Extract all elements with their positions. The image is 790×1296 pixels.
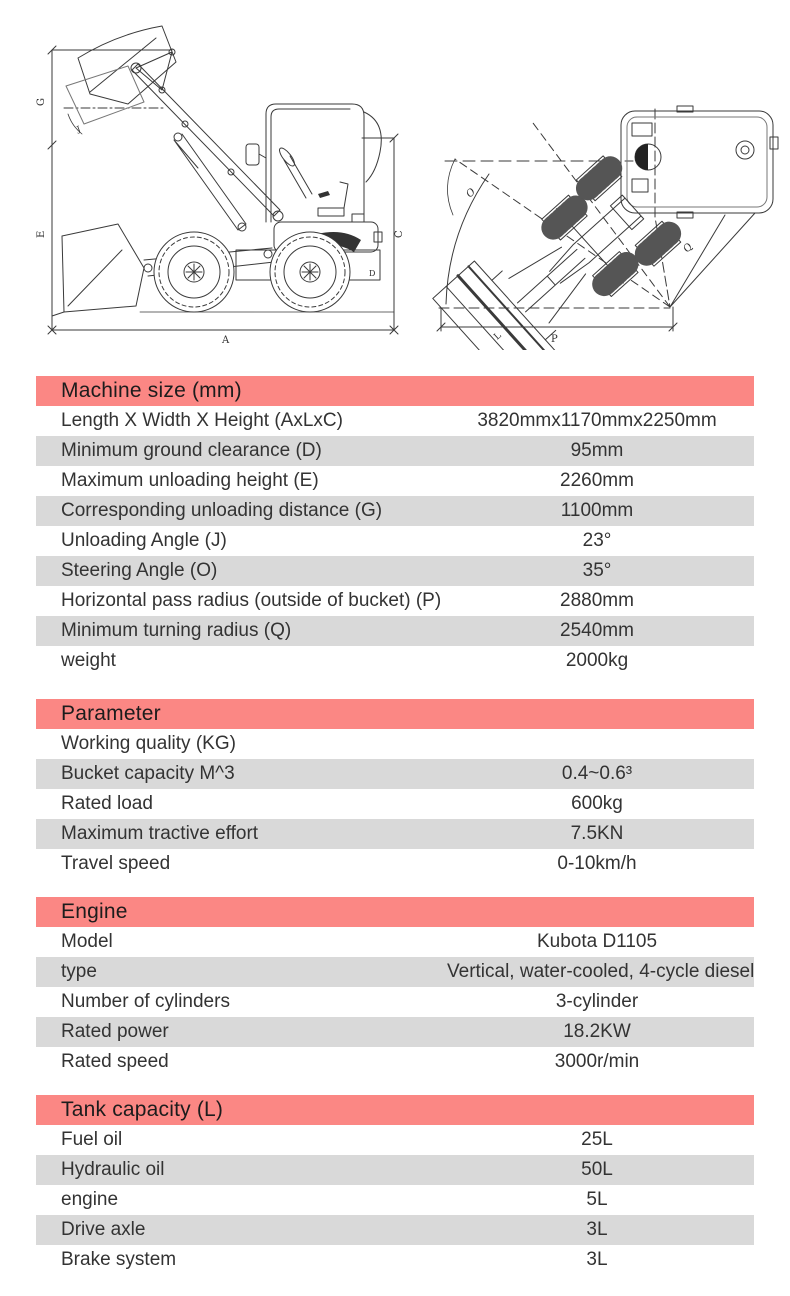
spec-label: Travel speed — [61, 853, 171, 874]
spec-value: 2260mm — [560, 470, 634, 491]
spec-value: 2000kg — [565, 650, 629, 671]
spec-value: 0.4~0.6³ — [561, 763, 633, 784]
spec-label: engine — [61, 1189, 119, 1210]
spec-value: 7.5KN — [570, 823, 624, 844]
spec-value: 3000r/min — [554, 1051, 640, 1072]
section-engine — [36, 897, 754, 1077]
section-title: Tank capacity (L) — [36, 1095, 754, 1125]
spec-label: Number of cylinders — [61, 991, 230, 1012]
dim-label-p: P — [551, 334, 558, 345]
table-row — [36, 1185, 754, 1215]
dim-label-l: L — [492, 330, 504, 343]
spec-label: Corresponding unloading distance (G) — [61, 500, 383, 521]
spec-value: 5L — [586, 1189, 608, 1210]
spec-label: Rated load — [61, 793, 153, 814]
table-row — [36, 987, 754, 1017]
rear-body-top-view — [621, 106, 778, 218]
table-row — [36, 1047, 754, 1077]
dim-label-j: J — [75, 124, 82, 134]
spec-value: 23° — [582, 530, 612, 551]
section-title: Machine size (mm) — [36, 376, 754, 406]
top-view-drawing — [425, 95, 785, 350]
spec-label: Hydraulic oil — [61, 1159, 165, 1180]
spec-value: 0-10km/h — [557, 853, 637, 874]
spec-label: Working quality (KG) — [61, 733, 236, 754]
spec-label: Model — [61, 931, 113, 952]
table-row — [36, 849, 754, 879]
table-row — [36, 927, 754, 957]
spec-label: Fuel oil — [61, 1129, 123, 1150]
turning-radius-lines — [437, 109, 755, 331]
section-machine-size — [36, 376, 754, 676]
table-row — [36, 466, 754, 496]
spec-value: 600kg — [571, 793, 623, 814]
dim-label-c: C — [394, 230, 405, 238]
dim-label-g: G — [36, 98, 47, 106]
spec-label: Maximum tractive effort — [61, 823, 259, 844]
table-row — [36, 819, 754, 849]
spec-label: Maximum unloading height (E) — [61, 470, 319, 491]
table-row — [36, 1215, 754, 1245]
table-row — [36, 586, 754, 616]
spec-label: Minimum turning radius (Q) — [61, 620, 292, 641]
spec-value: 35° — [582, 560, 612, 581]
spec-label: Drive axle — [61, 1219, 146, 1240]
dim-label-o: O — [464, 186, 478, 201]
spec-value: 1100mm — [560, 500, 634, 521]
section-title: Parameter — [36, 699, 754, 729]
spec-value: 95mm — [570, 440, 624, 461]
table-row — [36, 1245, 754, 1275]
spec-label: Brake system — [61, 1249, 177, 1270]
section-title: Engine — [36, 897, 754, 927]
spec-value: 25L — [581, 1129, 613, 1150]
spec-label: Steering Angle (O) — [61, 560, 218, 581]
spec-value: 3L — [586, 1219, 608, 1240]
table-row — [36, 729, 754, 759]
table-row — [36, 436, 754, 466]
spec-label: Bucket capacity M^3 — [61, 763, 235, 784]
spec-value: 3L — [586, 1249, 608, 1270]
side-view-drawing — [22, 10, 417, 350]
table-row — [36, 1125, 754, 1155]
spec-label: Rated speed — [61, 1051, 169, 1072]
spec-value: 3820mmx1170mmx2250mm — [477, 410, 717, 431]
spec-label: Rated power — [61, 1021, 169, 1042]
table-row — [36, 1155, 754, 1185]
spec-value: 3-cylinder — [555, 991, 639, 1012]
section-parameter — [36, 699, 754, 879]
spec-label: Length X Width X Height (AxLxC) — [61, 410, 343, 431]
dim-label-a: A — [222, 335, 230, 346]
spec-value: Vertical, water-cooled, 4-cycle diesel — [447, 961, 755, 982]
dim-label-q: Q — [681, 241, 696, 255]
dim-label-d: D — [369, 269, 376, 278]
table-row — [36, 646, 754, 676]
spec-label: Unloading Angle (J) — [61, 530, 227, 551]
technical-drawings — [0, 0, 790, 360]
spec-label: weight — [61, 650, 116, 671]
table-row — [36, 556, 754, 586]
table-row — [36, 616, 754, 646]
spec-label: Horizontal pass radius (outside of bucket) (P) — [61, 590, 442, 611]
spec-value: 18.2KW — [563, 1021, 631, 1042]
spec-value: Kubota D1105 — [536, 931, 658, 952]
spec-label: type — [61, 961, 97, 982]
table-row — [36, 406, 754, 436]
spec-value: 2540mm — [560, 620, 634, 641]
spec-value: 50L — [581, 1159, 613, 1180]
dim-label-e: E — [36, 230, 47, 238]
table-row — [36, 957, 754, 987]
wheels — [154, 232, 350, 312]
table-row — [36, 789, 754, 819]
table-row — [36, 759, 754, 789]
spec-tables — [36, 376, 754, 1293]
table-row — [36, 1017, 754, 1047]
spec-value: 2880mm — [560, 590, 634, 611]
section-tank-capacity — [36, 1095, 754, 1275]
table-row — [36, 526, 754, 556]
spec-label: Minimum ground clearance (D) — [61, 440, 322, 461]
table-row — [36, 496, 754, 526]
